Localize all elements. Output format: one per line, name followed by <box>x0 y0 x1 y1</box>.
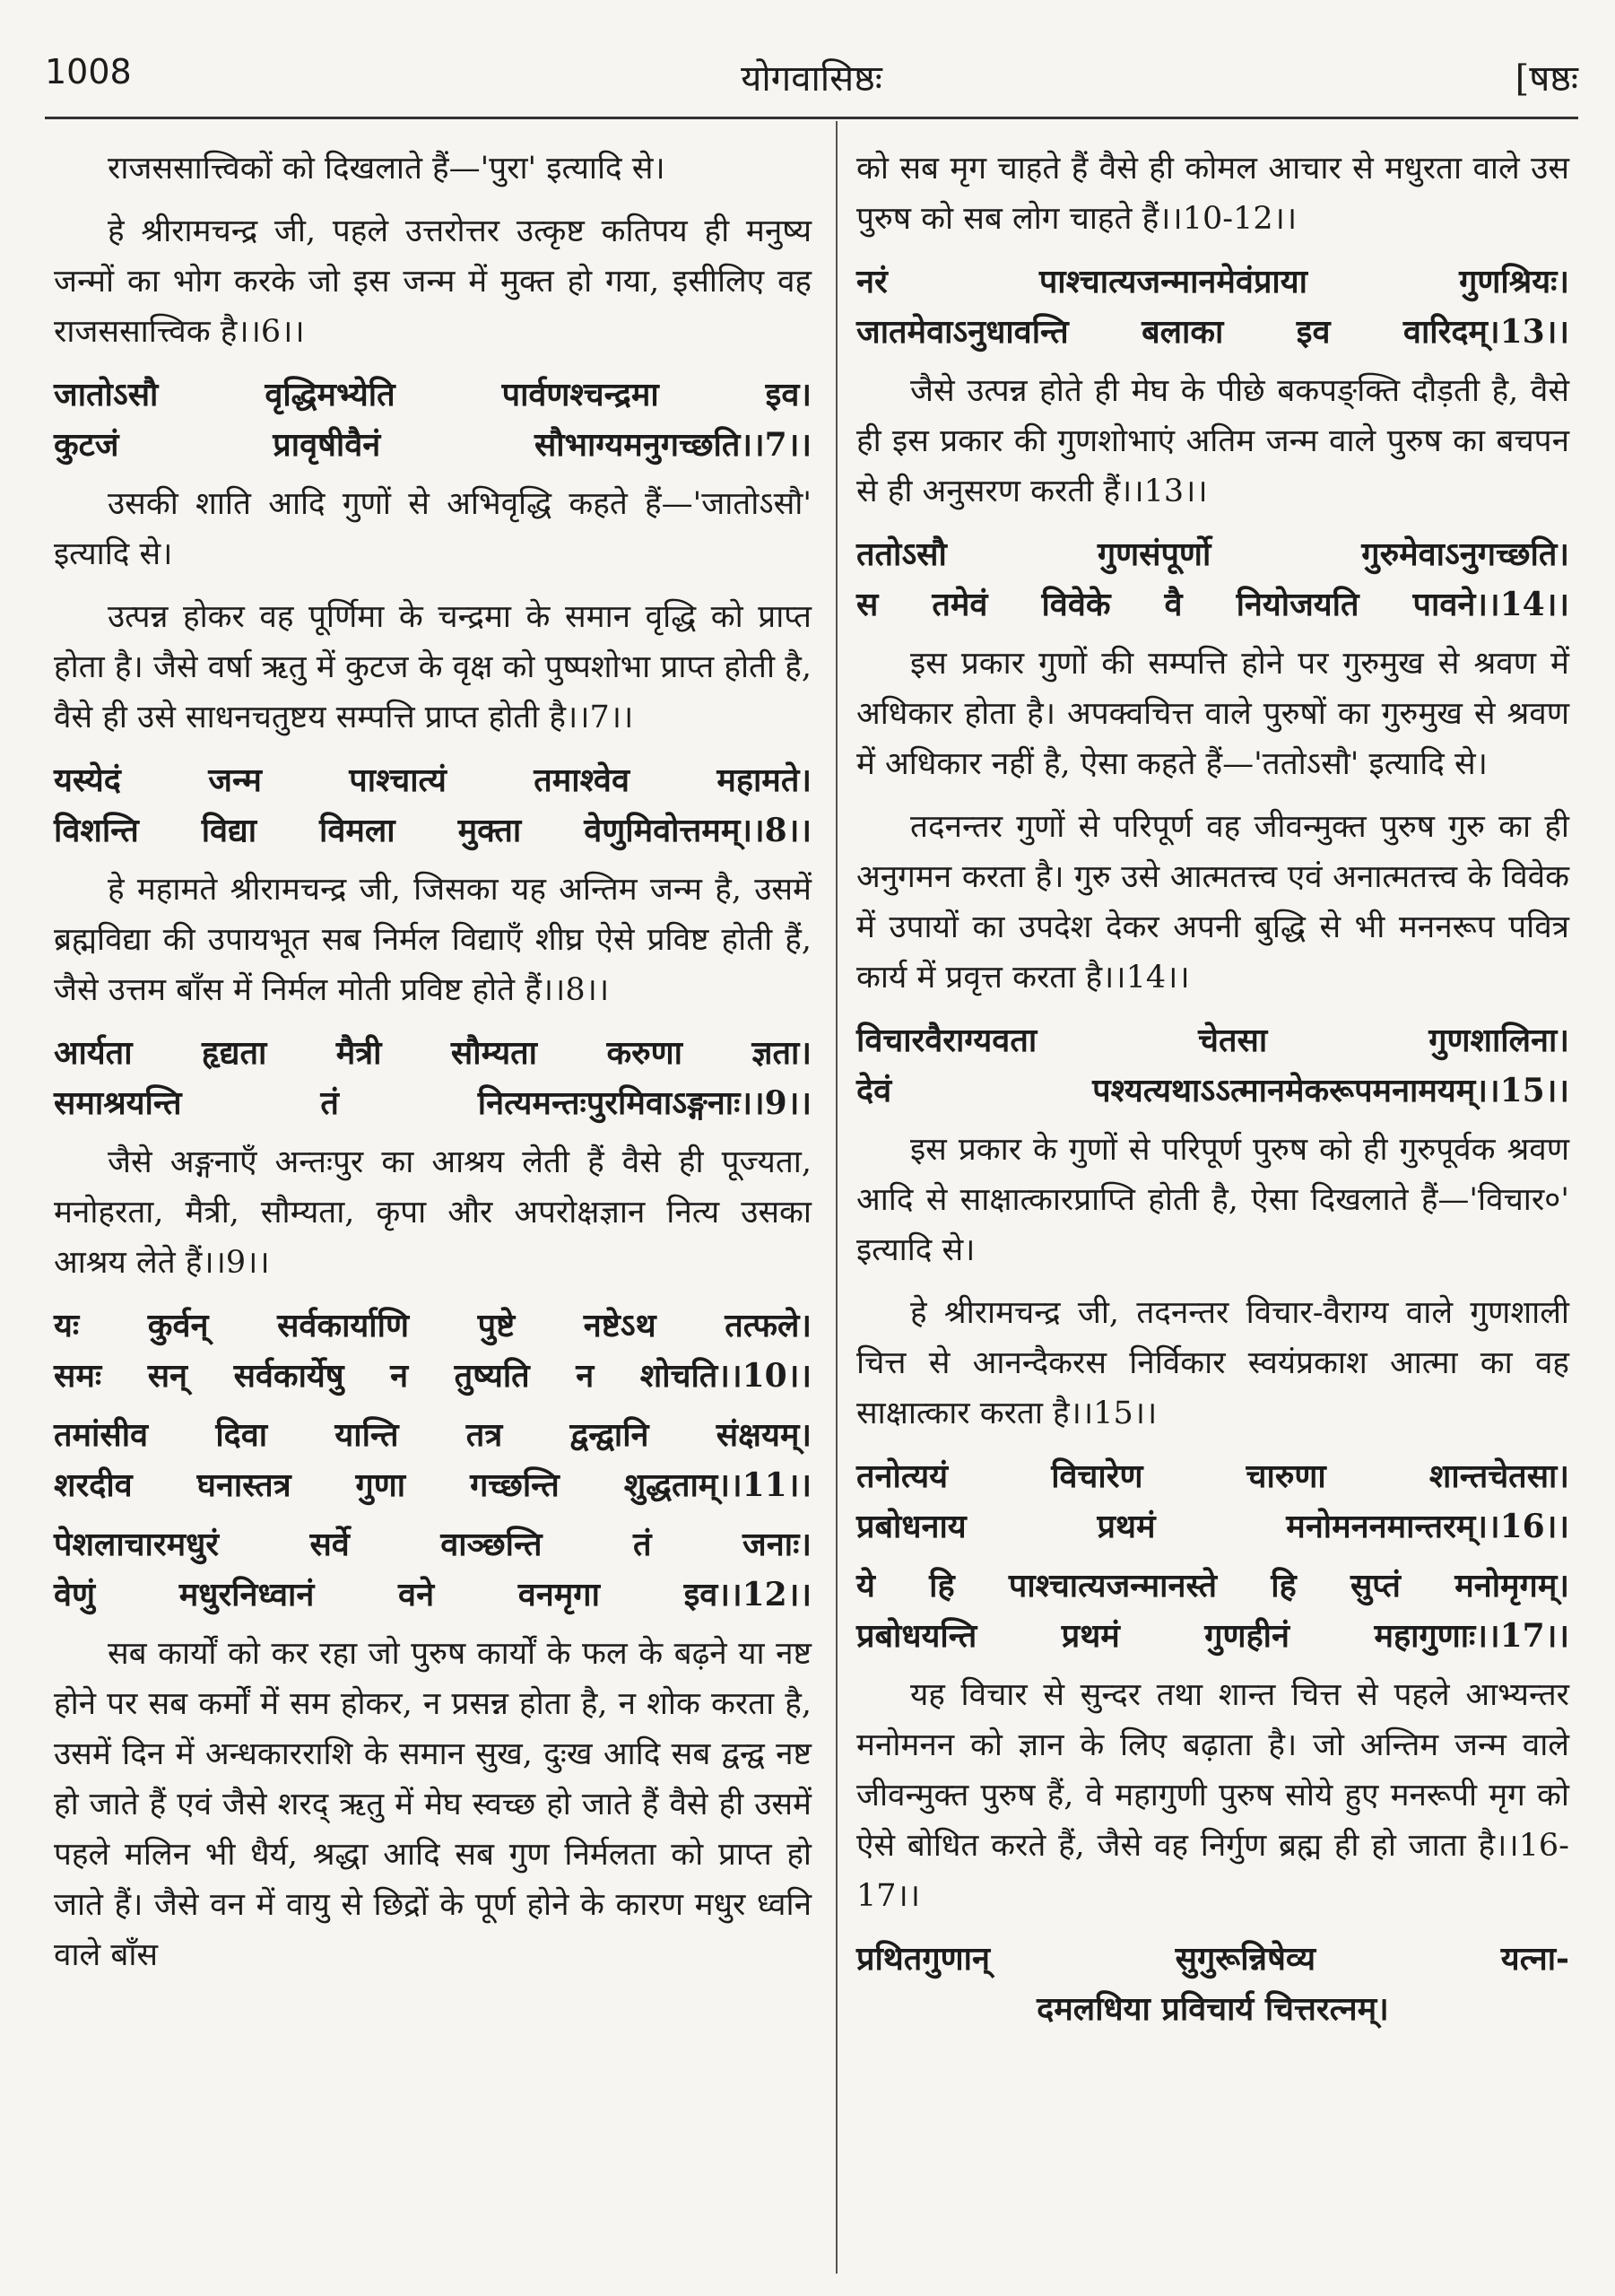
verse-line: यः कुर्वन् सर्वकार्याणि पुष्टे नष्टेऽथ तत्फले। <box>54 1307 812 1344</box>
verse-7 <box>54 370 812 470</box>
verse-12 <box>54 1519 812 1620</box>
verse-14 <box>856 529 1569 630</box>
verse-17 <box>856 1561 1569 1661</box>
verse-line: यस्येदं जन्म पाश्चात्यं तमाश्वेव महामते। <box>54 761 812 799</box>
section-label: [षष्ठः <box>1515 58 1578 100</box>
verse-line: समः सन् सर्वकार्येषु न तुष्यति न शोचति।।10।। <box>54 1357 812 1395</box>
verse-line: प्रबोधनाय प्रथमं मनोमननमान्तरम्।।16।। <box>856 1508 1569 1545</box>
verse-line: ये हि पाश्चात्यजन्मानस्ते हि सुप्तं मनोमृगम्। <box>856 1567 1569 1605</box>
verse-line: जातमेवाऽनुधावन्ति बलाका इव वारिदम्।13।। <box>856 313 1569 351</box>
running-title: योगवासिष्ठः <box>741 58 882 100</box>
verse-line: देवं पश्यत्यथाऽऽत्मानमेकरूपमनामयम्।।15।। <box>856 1072 1569 1109</box>
verse-15 <box>856 1015 1569 1116</box>
verse-line: प्रबोधयन्ति प्रथमं गुणहीनं महागुणाः।।17।। <box>856 1617 1569 1655</box>
verse-13 <box>856 257 1569 357</box>
paragraph: तदनन्तर गुणों से परिपूर्ण वह जीवन्मुक्त पुरुष गुरु का ही अनुगमन करता है। गुरु उसे आत्मतत्त्व एवं अनात्मतत्त्व के विवेक में उपायों का उपदेश देकर अपनी बुद्धि से भी मननरूप पवित्र कार्य में प्रवृत्त करता है।।14।। <box>856 809 1569 996</box>
paragraph: जैसे उत्पन्न होते ही मेघ के पीछे बकपङ्क्ति दौड़ती है, वैसे ही इस प्रकार की गुणशोभाएं अतिम जन्म वाले पुरुष का बचपन से ही अनुसरण करती हैं।।13।। <box>856 373 1569 509</box>
verse-line: तमांसीव दिवा यान्ति तत्र द्वन्द्वानि संक्षयम्। <box>54 1416 812 1454</box>
verse-8 <box>54 755 812 856</box>
verse-line: तनोत्ययं विचारेण चारुणा शान्तचेतसा। <box>856 1457 1569 1495</box>
verse-line: आर्यता हृद्यता मैत्री सौम्यता करुणा ज्ञता। <box>54 1034 812 1072</box>
verse-9 <box>54 1028 812 1128</box>
verse-line: विशन्ति विद्या विमला मुक्ता वेणुमिवोत्तमम्।।8।। <box>54 812 812 849</box>
verse-line: ततोऽसौ गुणसंपूर्णो गुरुमेवाऽनुगच्छति। <box>856 535 1569 573</box>
verse-line: विचारवैराग्यवता चेतसा गुणशालिना। <box>856 1022 1569 1059</box>
column-divider <box>836 121 838 2274</box>
paragraph: यह विचार से सुन्दर तथा शान्त चित्त से पहले आभ्यन्तर मनोमनन को ज्ञान के लिए बढ़ाता है। जो अन्तिम जन्म वाले जीवन्मुक्त पुरुष हैं, वे महागुणी पुरुष सोये हुए मनरूपी मृग को ऐसे बोधित करते हैं, जैसे वह निर्गुण ब्रह्म ही हो जाता है।।16-17।। <box>856 1677 1569 1914</box>
verse-line: वेणुं मधुरनिध्वानं वने वनमृगा इव।।12।। <box>54 1576 812 1613</box>
page-number: 1008 <box>45 52 132 91</box>
paragraph: इस प्रकार के गुणों से परिपूर्ण पुरुष को ही गुरुपूर्वक श्रवण आदि से साक्षात्कारप्राप्ति होती है, ऐसा दिखलाते हैं—'विचार०' इत्यादि से। <box>856 1132 1569 1268</box>
paragraph: उसकी शाति आदि गुणों से अभिवृद्धि कहते हैं—'जातोऽसौ' इत्यादि से। <box>54 486 812 572</box>
verse-line: दमलधिया प्रविचार्य चित्तरत्नम्। <box>1037 1990 1389 2028</box>
verse-line: पेशलाचारमधुरं सर्वे वाञ्छन्ति तं जनाः। <box>54 1526 812 1563</box>
verse-line: शरदीव घनास्तत्र गुणा गच्छन्ति शुद्धताम्।।11।। <box>54 1466 812 1504</box>
left-column <box>54 144 812 1993</box>
verse-line: जातोऽसौ वृद्धिमभ्येति पार्वणश्चन्द्रमा इव। <box>54 376 812 413</box>
paragraph: हे श्रीरामचन्द्र जी, तदनन्तर विचार-वैराग्य वाले गुणशाली चित्त से आनन्दैकरस निर्विकार स्वयंप्रकाश आत्मा का वह साक्षात्कार करता है।।15।। <box>856 1295 1569 1431</box>
paragraph: जैसे अङ्गनाएँ अन्तःपुर का आश्रय लेती हैं वैसे ही पूज्यता, मनोहरता, मैत्री, सौम्यता, कृपा और अपरोक्षज्ञान नित्य उसका आश्रय लेते हैं।।9।। <box>54 1144 812 1281</box>
header-rule <box>45 117 1578 119</box>
paragraph: राजससात्त्विकों को दिखलाते हैं—'पुरा' इत्यादि से। <box>108 151 665 187</box>
paragraph: हे महामते श्रीरामचन्द्र जी, जिसका यह अन्तिम जन्म है, उसमें ब्रह्मविद्या की उपायभूत सब निर्मल विद्याएँ शीघ्र ऐसे प्रविष्ट होती हैं, जैसे उत्तम बाँस में निर्मल मोती प्रविष्ट होते हैं।।8।। <box>54 872 812 1008</box>
paragraph: को सब मृग चाहते हैं वैसे ही कोमल आचार से मधुरता वाले उस पुरुष को सब लोग चाहते हैं।।10-12।। <box>856 151 1569 237</box>
verse-line: प्रथितगुणान् सुगुरून्निषेव्य यत्ना- <box>856 1940 1569 1978</box>
right-column <box>856 144 1569 2043</box>
verse-11 <box>54 1410 812 1510</box>
verse-line: कुटजं प्रावृषीवैनं सौभाग्यमनुगच्छति।।7।। <box>54 426 812 464</box>
verse-line: नरं पाश्चात्यजन्मानमेवंप्राया गुणश्रियः। <box>856 263 1569 300</box>
verse-line: समाश्रयन्ति तं नित्यमन्तःपुरमिवाऽङ्गनाः।।9।। <box>54 1084 812 1122</box>
paragraph: हे श्रीरामचन्द्र जी, पहले उत्तरोत्तर उत्कृष्ट कतिपय ही मनुष्य जन्मों का भोग करके जो इस जन्म में मुक्त हो गया, इसीलिए वह राजससात्त्विक है।।6।। <box>54 213 812 350</box>
verse-16 <box>856 1451 1569 1552</box>
verse-line: स तमेवं विवेके वै नियोजयति पावने।।14।। <box>856 586 1569 623</box>
page-header <box>45 52 1578 115</box>
verse-18 <box>856 1934 1569 2034</box>
verse-10 <box>54 1300 812 1401</box>
paragraph: उत्पन्न होकर वह पूर्णिमा के चन्द्रमा के समान वृद्धि को प्राप्त होता है। जैसे वर्षा ऋतु में कुटज के वृक्ष को पुष्पशोभा प्राप्त होती है, वैसे ही उसे साधनचतुष्टय सम्पत्ति प्राप्त होती है।।7।। <box>54 599 812 735</box>
paragraph: इस प्रकार गुणों की सम्पत्ति होने पर गुरुमुख से श्रवण में अधिकार होता है। अपक्वचित्त वाले पुरुषों का गुरुमुख से श्रवण में अधिकार नहीं है, ऐसा कहते हैं—'ततोऽसौ' इत्यादि से। <box>856 646 1569 782</box>
paragraph: सब कार्यों को कर रहा जो पुरुष कार्यों के फल के बढ़ने या नष्ट होने पर सब कर्मों में सम होकर, न प्रसन्न होता है, न शोक करता है, उसमें दिन में अन्धकारराशि के समान सुख, दुःख आदि सब द्वन्द्व नष्ट हो जाते हैं एवं जैसे शरद् ऋतु में मेघ स्वच्छ हो जाते हैं वैसे ही उसमें पहले मलिन भी धैर्य, श्रद्धा आदि सब गुण निर्मलता को प्राप्त हो जाते हैं। जैसे वन में वायु से छिद्रों के पूर्ण होने के कारण मधुर ध्वनि वाले बाँस <box>54 1636 812 1973</box>
